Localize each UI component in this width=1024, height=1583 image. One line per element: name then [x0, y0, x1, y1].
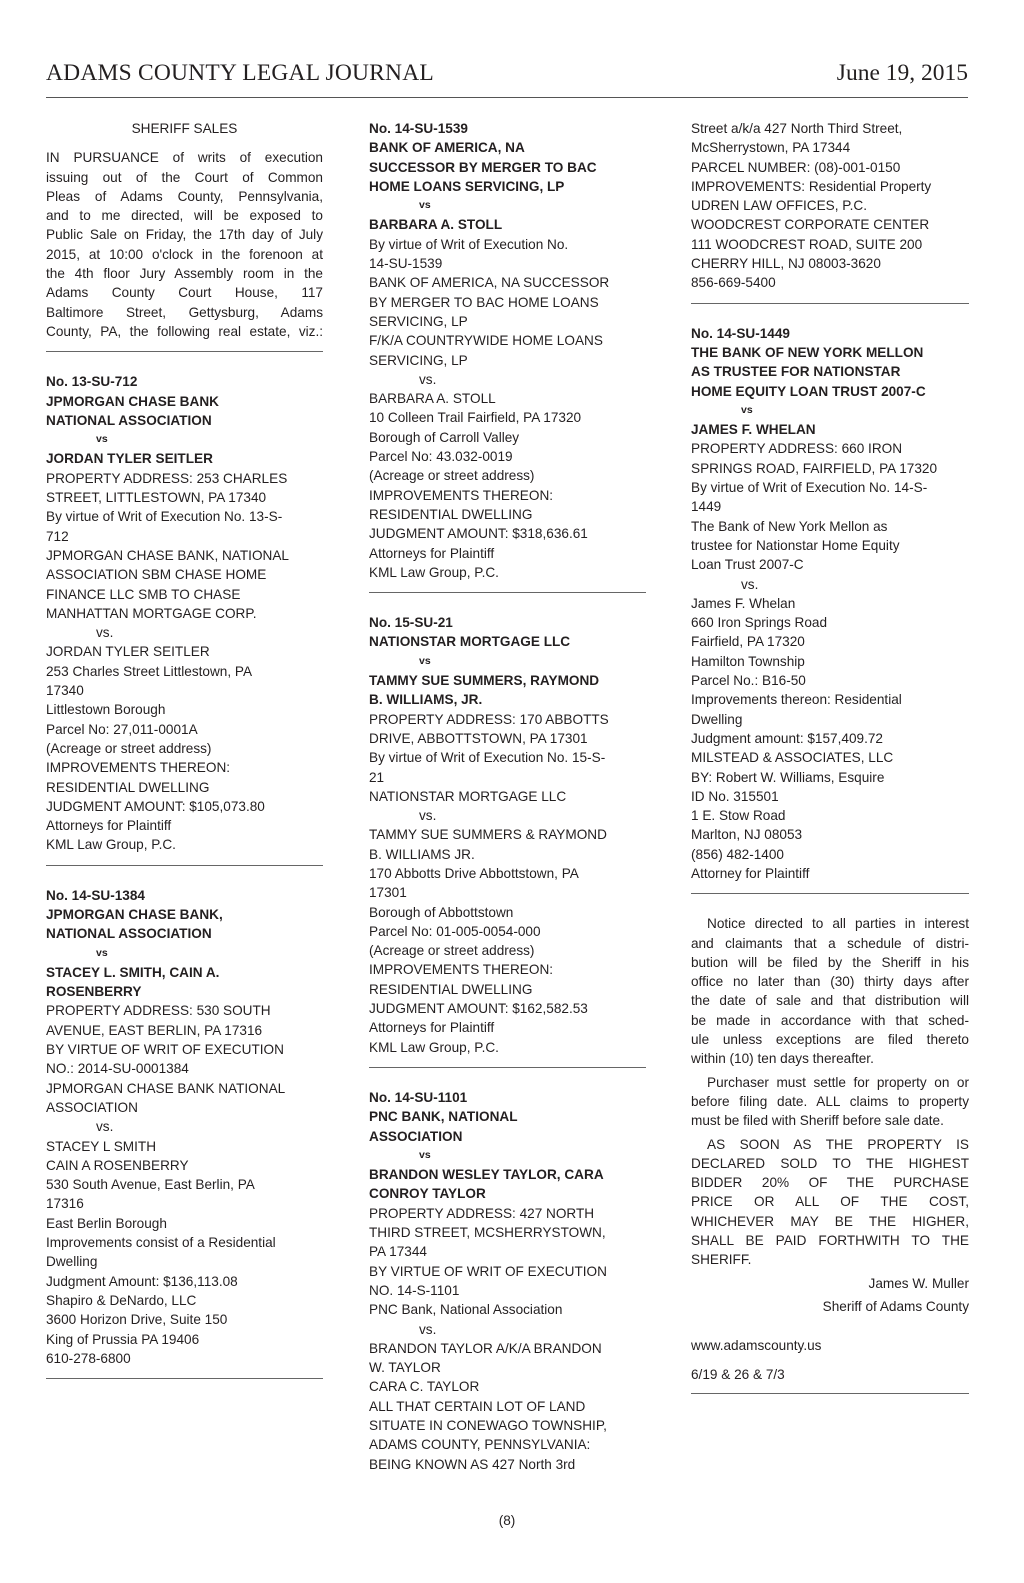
- notice-line: must be filed with Sheriff before sale date.: [691, 1113, 944, 1129]
- plaintiff-line: HOME EQUITY LOAN TRUST 2007-C: [691, 383, 926, 399]
- plaintiff-line: THE BANK OF NEW YORK MELLON: [691, 344, 924, 360]
- text-line: Improvements consist of a Residential: [46, 1235, 276, 1251]
- versus-label: vs: [96, 433, 108, 446]
- text-line: James F. Whelan: [691, 595, 796, 611]
- text-line: 170 Abbotts Drive Abbottstown, PA: [369, 865, 579, 881]
- notice-line: DECLARED SOLD TO THE HIGHEST: [691, 1155, 969, 1171]
- intro-line: 2015, at 10:00 o'clock in the forenoon at: [46, 246, 323, 262]
- column-3: [691, 119, 969, 1414]
- notice-line: SHERIFF.: [691, 1252, 752, 1268]
- sale-notice: [691, 324, 969, 884]
- versus-label: vs.: [419, 808, 437, 824]
- text-line: STREET, LITTLESTOWN, PA 17340: [46, 490, 267, 506]
- text-line: BY MERGER TO BAC HOME LOANS: [369, 294, 599, 310]
- divider: [691, 1393, 969, 1394]
- divider: [691, 303, 969, 304]
- text-line: UDREN LAW OFFICES, P.C.: [691, 198, 867, 214]
- plaintiff-line: ASSOCIATION: [369, 1128, 463, 1144]
- intro-line: the 4th floor Jury Assembly room in the: [46, 266, 323, 282]
- text-line: Borough of Carroll Valley: [369, 429, 520, 445]
- notice-line: Notice directed to all parties in interest: [707, 916, 969, 932]
- text-line: IMPROVEMENTS: Residential Property: [691, 178, 932, 194]
- versus-label: vs.: [419, 371, 437, 387]
- text-line: B. WILLIAMS JR.: [369, 846, 475, 862]
- intro-paragraph: [46, 148, 323, 341]
- text-line: F/K/A COUNTRYWIDE HOME LOANS: [369, 333, 603, 349]
- text-line: 111 WOODCREST ROAD, SUITE 200: [691, 236, 923, 252]
- text-line: THIRD STREET, MCSHERRYSTOWN,: [369, 1225, 606, 1241]
- versus-label: vs: [419, 199, 431, 212]
- text-line: (Acreage or street address): [369, 943, 535, 959]
- notice-line: and claimants that a schedule of distri-: [691, 935, 969, 951]
- notice-line: the date of sale and that distribution will: [691, 993, 969, 1009]
- text-line: 21: [369, 769, 385, 785]
- payment-notice: [691, 1135, 969, 1270]
- notice-line: before filing date. ALL claims to property: [691, 1093, 969, 1109]
- notice-line: PRICE OR ALL OF THE COST,: [691, 1194, 969, 1210]
- text-line: CAIN A ROSENBERRY: [46, 1157, 189, 1173]
- notice-line: be made in accordance with that sched-: [691, 1012, 969, 1028]
- text-line: 856-669-5400: [691, 275, 776, 291]
- intro-line: and to me directed, will be exposed to: [46, 208, 323, 224]
- text-line: AVENUE, EAST BERLIN, PA 17316: [46, 1022, 263, 1038]
- text-line: 1 E. Stow Road: [691, 808, 786, 824]
- text-line: PARCEL NUMBER: (08)-001-0150: [691, 159, 901, 175]
- sale-notice: [369, 613, 646, 1057]
- text-line: Parcel No: 27,011-0001A: [46, 721, 198, 737]
- text-line: BY VIRTUE OF WRIT OF EXECUTION: [369, 1263, 607, 1279]
- text-line: SPRINGS ROAD, FAIRFIELD, PA 17320: [691, 460, 938, 476]
- text-line: Parcel No: 43.032-0019: [369, 449, 513, 465]
- text-line: Hamilton Township: [691, 653, 805, 669]
- notice-line: within (10) ten days thereafter.: [691, 1051, 874, 1067]
- text-line: By virtue of Writ of Execution No. 15-S-: [369, 750, 606, 766]
- defendant-line: CONROY TAYLOR: [369, 1186, 486, 1202]
- sheriff-name: James W. Muller: [868, 1275, 969, 1291]
- text-line: 17301: [369, 885, 407, 901]
- text-line: 530 South Avenue, East Berlin, PA: [46, 1177, 255, 1193]
- text-line: ID No. 315501: [691, 788, 779, 804]
- text-line: Attorneys for Plaintiff: [369, 1020, 495, 1036]
- page-header: [46, 56, 968, 98]
- case-number: No. 13-SU-712: [46, 374, 138, 390]
- distribution-notice: [691, 914, 969, 1068]
- notice-line: WHICHEVER MAY BE THE HIGHER,: [691, 1213, 969, 1229]
- text-line: trustee for Nationstar Home Equity: [691, 537, 900, 553]
- text-line: 17316: [46, 1196, 84, 1212]
- text-line: JUDGMENT AMOUNT: $162,582.53: [369, 1001, 588, 1017]
- text-line: IMPROVEMENTS THEREON:: [369, 487, 554, 503]
- text-line: PROPERTY ADDRESS: 530 SOUTH: [46, 1003, 271, 1019]
- text-line: ADAMS COUNTY, PENNSYLVANIA:: [369, 1437, 591, 1453]
- sale-notice: [46, 886, 323, 1368]
- notice-line: ule unless exceptions are filed thereto: [691, 1032, 969, 1048]
- text-line: JPMORGAN CHASE BANK NATIONAL: [46, 1080, 286, 1096]
- intro-line: issuing out of the Court of Common: [46, 169, 323, 185]
- text-line: SITUATE IN CONEWAGO TOWNSHIP,: [369, 1418, 607, 1433]
- text-line: JUDGMENT AMOUNT: $105,073.80: [46, 798, 265, 814]
- text-line: PROPERTY ADDRESS: 427 NORTH: [369, 1205, 595, 1221]
- text-line: King of Prussia PA 19406: [46, 1331, 200, 1347]
- text-line: (Acreage or street address): [369, 468, 535, 484]
- text-line: 660 Iron Springs Road: [691, 615, 828, 631]
- text-line: PROPERTY ADDRESS: 253 CHARLES: [46, 470, 288, 486]
- text-line: Attorneys for Plaintiff: [369, 545, 495, 561]
- notice-line: office no later than (30) thirty days after: [691, 974, 969, 990]
- text-line: IMPROVEMENTS THEREON:: [46, 760, 231, 776]
- defendant-line: TAMMY SUE SUMMERS, RAYMOND: [369, 673, 600, 689]
- intro-line: County, PA, the following real estate, viz.:: [46, 323, 323, 339]
- column-1: [46, 119, 323, 1399]
- text-line: By virtue of Writ of Execution No.: [369, 236, 569, 252]
- text-line: Improvements thereon: Residential: [691, 692, 902, 708]
- column-2: [369, 119, 646, 1474]
- versus-label: vs: [741, 403, 753, 416]
- text-line: WOODCREST CORPORATE CENTER: [691, 217, 930, 233]
- case-number: No. 15-SU-21: [369, 615, 453, 631]
- publication-dates: 6/19 & 26 & 7/3: [691, 1366, 785, 1382]
- page-number: (8): [498, 1513, 516, 1528]
- defendant-line: B. WILLIAMS, JR.: [369, 692, 483, 708]
- plaintiff-line: AS TRUSTEE FOR NATIONSTAR: [691, 364, 901, 380]
- text-line: W. TAYLOR: [369, 1360, 441, 1376]
- text-line: CARA C. TAYLOR: [369, 1379, 480, 1395]
- purchaser-notice: [691, 1073, 969, 1131]
- text-line: PROPERTY ADDRESS: 660 IRON: [691, 441, 903, 457]
- plaintiff-line: PNC BANK, NATIONAL: [369, 1109, 518, 1125]
- defendant-line: JORDAN TYLER SEITLER: [46, 451, 213, 467]
- text-line: SERVICING, LP: [369, 352, 468, 368]
- plaintiff-line: BANK OF AMERICA, NA: [369, 140, 525, 156]
- text-line: KML Law Group, P.C.: [369, 1039, 499, 1055]
- text-line: BANK OF AMERICA, NA SUCCESSOR: [369, 275, 610, 291]
- text-line: 610-278-6800: [46, 1350, 131, 1366]
- text-line: RESIDENTIAL DWELLING: [369, 981, 533, 997]
- text-line: FINANCE LLC SMB TO CHASE: [46, 586, 241, 602]
- versus-label: vs.: [419, 1321, 437, 1337]
- text-line: BRANDON TAYLOR A/K/A BRANDON: [369, 1340, 602, 1356]
- text-line: By virtue of Writ of Execution No. 13-S-: [46, 509, 283, 525]
- text-line: KML Law Group, P.C.: [46, 837, 176, 853]
- text-line: MILSTEAD & ASSOCIATES, LLC: [691, 750, 894, 766]
- text-line: Parcel No: 01-005-0054-000: [369, 923, 541, 939]
- intro-line: Baltimore Street, Gettysburg, Adams: [46, 304, 323, 320]
- text-line: PA 17344: [369, 1244, 427, 1260]
- text-line: 1449: [691, 499, 722, 515]
- text-line: 712: [46, 528, 69, 544]
- text-line: Littlestown Borough: [46, 702, 166, 718]
- text-line: Marlton, NJ 08053: [691, 827, 803, 843]
- text-line: Fairfield, PA 17320: [691, 634, 805, 650]
- section-title: SHERIFF SALES: [131, 121, 238, 136]
- text-line: BY: Robert W. Williams, Esquire: [691, 769, 885, 785]
- text-line: Parcel No.: B16-50: [691, 673, 806, 689]
- intro-line: Public Sale on Friday, the 17th day of July: [46, 227, 323, 243]
- divider: [369, 1067, 646, 1068]
- text-line: JORDAN TYLER SEITLER: [46, 644, 210, 660]
- defendant-line: BRANDON WESLEY TAYLOR, CARA: [369, 1167, 604, 1183]
- journal-title: ADAMS COUNTY LEGAL JOURNAL: [46, 60, 434, 86]
- defendant-line: JAMES F. WHELAN: [691, 422, 816, 438]
- plaintiff-line: NATIONAL ASSOCIATION: [46, 412, 212, 428]
- text-line: Street a/k/a 427 North Third Street,: [691, 121, 903, 136]
- divider: [46, 865, 323, 866]
- text-line: BARBARA A. STOLL: [369, 391, 496, 407]
- text-line: Judgment Amount: $136,113.08: [46, 1273, 238, 1289]
- text-line: RESIDENTIAL DWELLING: [46, 779, 210, 795]
- text-line: IMPROVEMENTS THEREON:: [369, 962, 554, 978]
- text-line: PROPERTY ADDRESS: 170 ABBOTTS: [369, 711, 609, 727]
- text-line: 3600 Horizon Drive, Suite 150: [46, 1312, 228, 1328]
- text-line: BY VIRTUE OF WRIT OF EXECUTION: [46, 1042, 284, 1058]
- text-line: JUDGMENT AMOUNT: $318,636.61: [369, 526, 588, 542]
- text-line: Borough of Abbottstown: [369, 904, 514, 920]
- case-number: No. 14-SU-1539: [369, 121, 468, 136]
- plaintiff-line: JPMORGAN CHASE BANK: [46, 393, 219, 409]
- defendant-line: STACEY L. SMITH, CAIN A.: [46, 964, 220, 980]
- plaintiff-line: SUCCESSOR BY MERGER TO BAC: [369, 159, 597, 175]
- versus-label: vs: [419, 1148, 431, 1161]
- sale-notice: [46, 372, 323, 854]
- text-line: NATIONSTAR MORTGAGE LLC: [369, 788, 567, 804]
- text-line: TAMMY SUE SUMMERS & RAYMOND: [369, 827, 607, 843]
- sheriff-title: Sheriff of Adams County: [822, 1298, 969, 1314]
- plaintiff-line: JPMORGAN CHASE BANK,: [46, 906, 223, 922]
- issue-date: June 19, 2015: [836, 60, 968, 86]
- defendant-line: BARBARA A. STOLL: [369, 217, 503, 233]
- text-line: KML Law Group, P.C.: [369, 564, 499, 580]
- text-line: The Bank of New York Mellon as: [691, 518, 888, 534]
- sale-notice: [369, 1088, 646, 1474]
- text-line: PNC Bank, National Association: [369, 1302, 563, 1318]
- intro-line: Adams County Court House, 117: [46, 285, 323, 301]
- text-line: 10 Colleen Trail Fairfield, PA 17320: [369, 410, 582, 426]
- notice-line: Purchaser must settle for property on or: [707, 1074, 969, 1090]
- notice-line: BIDDER 20% OF THE PURCHASE: [691, 1175, 969, 1191]
- text-line: DRIVE, ABBOTTSTOWN, PA 17301: [369, 730, 588, 746]
- defendant-line: ROSENBERRY: [46, 984, 142, 1000]
- text-line: East Berlin Borough: [46, 1215, 167, 1231]
- notice-line: SHALL BE PAID FORTHWITH TO THE: [691, 1233, 969, 1249]
- text-line: (856) 482-1400: [691, 846, 784, 862]
- text-line: BEING KNOWN AS 427 North 3rd: [369, 1456, 576, 1472]
- website-link[interactable]: www.adamscounty.us: [691, 1338, 822, 1354]
- text-line: Dwelling: [46, 1254, 98, 1270]
- text-line: Attorneys for Plaintiff: [46, 818, 172, 834]
- text-line: 253 Charles Street Littlestown, PA: [46, 663, 253, 679]
- text-line: McSherrystown, PA 17344: [691, 140, 851, 156]
- case-number: No. 14-SU-1449: [691, 325, 790, 341]
- plaintiff-line: NATIONAL ASSOCIATION: [46, 926, 212, 942]
- text-line: Judgment amount: $157,409.72: [691, 730, 883, 746]
- plaintiff-line: NATIONSTAR MORTGAGE LLC: [369, 634, 571, 650]
- text-line: Shapiro & DeNardo, LLC: [46, 1292, 197, 1308]
- text-line: CHERRY HILL, NJ 08003-3620: [691, 256, 881, 272]
- divider: [369, 592, 646, 593]
- text-line: By virtue of Writ of Execution No. 14-S-: [691, 480, 928, 496]
- versus-label: vs.: [96, 625, 114, 641]
- text-line: MANHATTAN MORTGAGE CORP.: [46, 605, 257, 621]
- notice-line: AS SOON AS THE PROPERTY IS: [707, 1136, 969, 1152]
- sale-notice: [369, 119, 646, 582]
- text-line: (Acreage or street address): [46, 740, 212, 756]
- versus-label: vs.: [741, 576, 759, 592]
- text-line: NO.: 2014-SU-0001384: [46, 1061, 189, 1077]
- divider: [46, 1378, 323, 1379]
- text-line: RESIDENTIAL DWELLING: [369, 506, 533, 522]
- text-line: Loan Trust 2007-C: [691, 557, 804, 573]
- text-line: ASSOCIATION SBM CHASE HOME: [46, 567, 267, 583]
- divider: [46, 351, 323, 352]
- text-line: 17340: [46, 683, 84, 699]
- text-line: SERVICING, LP: [369, 313, 468, 329]
- divider: [691, 893, 969, 894]
- text-line: JPMORGAN CHASE BANK, NATIONAL: [46, 547, 289, 563]
- text-line: NO. 14-S-1101: [369, 1282, 460, 1298]
- text-line: ALL THAT CERTAIN LOT OF LAND: [369, 1398, 586, 1414]
- text-line: ASSOCIATION: [46, 1099, 138, 1115]
- text-line: 14-SU-1539: [369, 256, 443, 272]
- versus-label: vs: [419, 654, 431, 667]
- text-line: STACEY L SMITH: [46, 1138, 157, 1154]
- case-number: No. 14-SU-1101: [369, 1089, 468, 1105]
- case-number: No. 14-SU-1384: [46, 887, 145, 903]
- notice-line: bution will be filed by the Sheriff in his: [691, 954, 969, 970]
- text-line: Attorney for Plaintiff: [691, 865, 810, 881]
- intro-line: IN PURSUANCE of writs of execution: [46, 150, 323, 166]
- versus-label: vs.: [96, 1119, 114, 1135]
- versus-label: vs: [96, 946, 108, 959]
- sale-notice-continued: [691, 119, 969, 293]
- text-line: Dwelling: [691, 711, 743, 727]
- plaintiff-line: HOME LOANS SERVICING, LP: [369, 178, 565, 194]
- intro-line: Pleas of Adams County, Pennsylvania,: [46, 188, 323, 204]
